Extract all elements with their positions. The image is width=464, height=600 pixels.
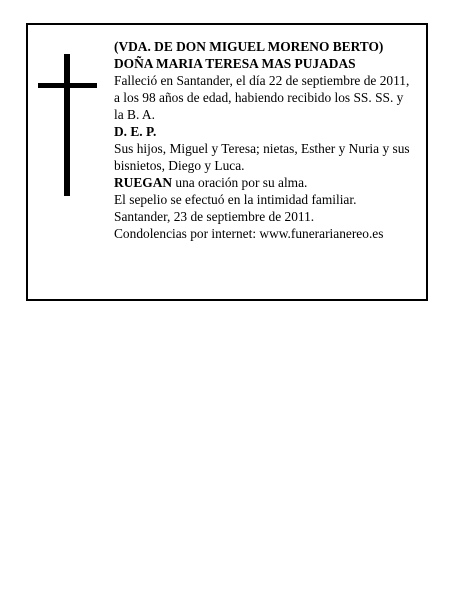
deceased-name: DOÑA MARIA TERESA MAS PUJADAS	[114, 56, 356, 71]
ruegan-line	[114, 174, 424, 191]
place-date-line: Santander, 23 de septiembre de 2011.	[114, 209, 315, 224]
condolences-line: Condolencias por internet: www.funerarianereo.es	[114, 226, 384, 241]
ruegan-text: una oración por su alma.	[172, 175, 308, 190]
cross-icon	[64, 54, 70, 196]
burial-line: El sepelio se efectuó en la intimidad familiar.	[114, 192, 357, 207]
dep-line: D. E. P.	[114, 124, 157, 139]
family-line-1: Sus hijos, Miguel y Teresa; nietas, Esther y Nuria y sus	[114, 141, 410, 156]
cross-icon-crossbar	[38, 83, 97, 88]
death-line-3: la B. A.	[114, 107, 155, 122]
obituary-text	[114, 38, 424, 242]
death-line-1: Falleció en Santander, el día 22 de septiembre de 2011,	[114, 73, 410, 88]
ruegan-keyword: RUEGAN	[114, 175, 173, 190]
death-line-2: a los 98 años de edad, habiendo recibido los SS. SS. y	[114, 90, 404, 105]
family-line-2: bisnietos, Diego y Luca.	[114, 158, 245, 173]
widow-line: (VDA. DE DON MIGUEL MORENO BERTO)	[114, 39, 384, 54]
